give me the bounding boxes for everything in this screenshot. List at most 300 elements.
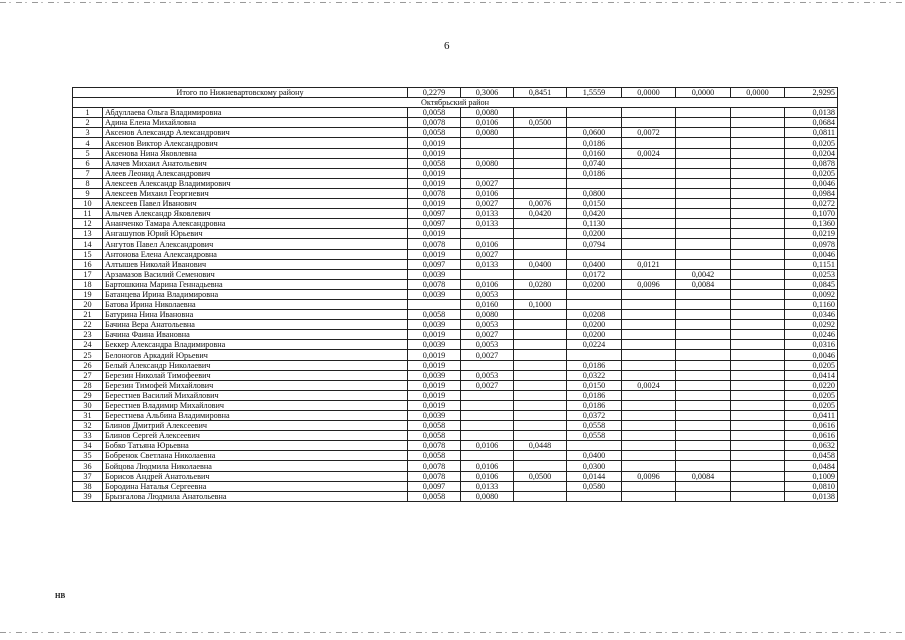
share-value: 0,0133 <box>461 481 514 491</box>
share-value <box>514 451 567 461</box>
person-name: Бойцова Людмила Николаевна <box>103 461 408 471</box>
share-value: 0,0106 <box>461 461 514 471</box>
share-value <box>731 400 785 410</box>
share-value: 0,0019 <box>408 360 461 370</box>
share-value: 0,0080 <box>461 108 514 118</box>
share-value: 0,0027 <box>461 380 514 390</box>
share-value <box>731 249 785 259</box>
share-value <box>731 239 785 249</box>
share-value <box>567 289 622 299</box>
share-value: 0,0740 <box>567 158 622 168</box>
share-value <box>514 421 567 431</box>
share-value: 0,0558 <box>567 421 622 431</box>
share-value <box>514 310 567 320</box>
share-value <box>567 178 622 188</box>
share-value <box>731 168 785 178</box>
share-value: 0,0580 <box>567 481 622 491</box>
table-row <box>73 118 838 128</box>
share-value <box>514 390 567 400</box>
row-number: 11 <box>73 209 103 219</box>
share-value: 0,0019 <box>408 249 461 259</box>
row-total: 0,0984 <box>785 188 838 198</box>
row-number: 3 <box>73 128 103 138</box>
share-value <box>622 269 676 279</box>
share-value: 0,0106 <box>461 188 514 198</box>
share-value <box>731 380 785 390</box>
share-value <box>731 138 785 148</box>
share-value: 0,0078 <box>408 441 461 451</box>
row-total: 0,0810 <box>785 481 838 491</box>
person-name: Арзамазов Василий Семенович <box>103 269 408 279</box>
person-name: Ангашупов Юрий Юрьевич <box>103 229 408 239</box>
share-value <box>676 188 731 198</box>
share-value <box>676 350 731 360</box>
share-value: 0,0076 <box>514 199 567 209</box>
person-name: Аксенов Александр Александрович <box>103 128 408 138</box>
share-value <box>622 400 676 410</box>
share-value: 0,0078 <box>408 461 461 471</box>
share-value <box>514 370 567 380</box>
row-number: 1 <box>73 108 103 118</box>
share-value <box>461 390 514 400</box>
share-value <box>676 421 731 431</box>
row-total: 0,0205 <box>785 168 838 178</box>
share-value: 0,0500 <box>514 118 567 128</box>
row-total: 0,0292 <box>785 320 838 330</box>
person-name: Алексеев Александр Владимирович <box>103 178 408 188</box>
share-value <box>731 259 785 269</box>
share-value <box>514 289 567 299</box>
share-value <box>514 138 567 148</box>
share-value <box>461 421 514 431</box>
row-total: 0,0046 <box>785 350 838 360</box>
share-value <box>514 360 567 370</box>
share-value <box>622 289 676 299</box>
table-row <box>73 269 838 279</box>
table-row <box>73 431 838 441</box>
share-value <box>676 451 731 461</box>
share-value <box>514 491 567 501</box>
share-value <box>461 138 514 148</box>
share-value <box>676 209 731 219</box>
share-value <box>622 138 676 148</box>
share-value: 0,0024 <box>622 380 676 390</box>
share-value: 0,0058 <box>408 128 461 138</box>
share-value: 0,0039 <box>408 340 461 350</box>
share-value: 0,0096 <box>622 471 676 481</box>
share-value <box>731 491 785 501</box>
share-value <box>731 461 785 471</box>
row-total: 0,0205 <box>785 138 838 148</box>
share-value <box>676 360 731 370</box>
share-value <box>731 199 785 209</box>
share-value <box>731 310 785 320</box>
share-value <box>676 481 731 491</box>
person-name: Алачев Михаил Анатольевич <box>103 158 408 168</box>
share-value: 0,0053 <box>461 370 514 380</box>
share-value: 0,0150 <box>567 380 622 390</box>
share-value <box>514 350 567 360</box>
share-value: 0,0106 <box>461 279 514 289</box>
share-value: 0,0019 <box>408 199 461 209</box>
share-value: 0,0097 <box>408 481 461 491</box>
share-value <box>514 269 567 279</box>
share-value <box>514 431 567 441</box>
share-value: 0,0078 <box>408 118 461 128</box>
person-name: Борисов Андрей Анатольевич <box>103 471 408 481</box>
share-value <box>461 431 514 441</box>
share-value <box>676 370 731 380</box>
share-value: 0,0106 <box>461 118 514 128</box>
share-value: 0,1130 <box>567 219 622 229</box>
share-value: 0,0019 <box>408 168 461 178</box>
row-total: 0,0845 <box>785 279 838 289</box>
table-row <box>73 128 838 138</box>
row-number: 36 <box>73 461 103 471</box>
share-value: 0,0372 <box>567 411 622 421</box>
person-name: Бородина Наталья Сергеевна <box>103 481 408 491</box>
share-value <box>731 289 785 299</box>
share-value <box>622 411 676 421</box>
share-value: 0,0039 <box>408 289 461 299</box>
table-row <box>73 178 838 188</box>
table-row <box>73 360 838 370</box>
share-value: 0,0200 <box>567 320 622 330</box>
summary-value: 0,0000 <box>731 88 785 98</box>
share-value: 0,0186 <box>567 138 622 148</box>
person-name: Батурина Нина Ивановна <box>103 310 408 320</box>
person-name: Алычев Александр Яковлевич <box>103 209 408 219</box>
share-value <box>676 178 731 188</box>
share-value <box>514 330 567 340</box>
share-value: 0,0019 <box>408 148 461 158</box>
row-number: 20 <box>73 299 103 309</box>
share-value <box>461 400 514 410</box>
person-name: Антонова Елена Александровна <box>103 249 408 259</box>
share-value: 0,0420 <box>567 209 622 219</box>
share-value <box>514 168 567 178</box>
share-value <box>676 158 731 168</box>
share-value: 0,0500 <box>514 471 567 481</box>
share-value <box>731 229 785 239</box>
share-value: 0,0039 <box>408 411 461 421</box>
row-total: 0,0204 <box>785 148 838 158</box>
share-value <box>676 431 731 441</box>
share-value <box>622 219 676 229</box>
share-value <box>731 431 785 441</box>
share-value <box>676 441 731 451</box>
share-value <box>676 229 731 239</box>
share-value <box>731 299 785 309</box>
share-value <box>622 421 676 431</box>
row-number: 33 <box>73 431 103 441</box>
row-total: 0,0978 <box>785 239 838 249</box>
person-name: Бобко Татьяна Юрьевна <box>103 441 408 451</box>
row-total: 0,1009 <box>785 471 838 481</box>
row-total: 0,0205 <box>785 360 838 370</box>
share-value <box>514 400 567 410</box>
share-value: 0,0024 <box>622 148 676 158</box>
share-value <box>622 461 676 471</box>
share-value: 0,0448 <box>514 441 567 451</box>
row-total: 0,0246 <box>785 330 838 340</box>
person-name: Батова Ирина Николаевна <box>103 299 408 309</box>
share-value: 0,0400 <box>567 451 622 461</box>
share-value <box>676 128 731 138</box>
share-value <box>676 320 731 330</box>
row-total: 0,0414 <box>785 370 838 380</box>
share-value: 0,0058 <box>408 431 461 441</box>
share-value <box>461 360 514 370</box>
table-row <box>73 400 838 410</box>
share-value <box>622 491 676 501</box>
share-value <box>461 229 514 239</box>
share-value: 0,0042 <box>676 269 731 279</box>
share-value <box>622 168 676 178</box>
row-total: 0,0138 <box>785 491 838 501</box>
row-number: 16 <box>73 259 103 269</box>
row-number: 5 <box>73 148 103 158</box>
share-value: 0,0027 <box>461 199 514 209</box>
person-name: Ананченко Тамара Александровна <box>103 219 408 229</box>
row-number: 22 <box>73 320 103 330</box>
share-value: 0,0106 <box>461 239 514 249</box>
table-row <box>73 108 838 118</box>
share-value <box>676 108 731 118</box>
row-total: 0,0616 <box>785 431 838 441</box>
share-value: 0,0080 <box>461 310 514 320</box>
share-value <box>622 320 676 330</box>
share-value <box>567 249 622 259</box>
share-value <box>731 340 785 350</box>
share-value: 0,0160 <box>461 299 514 309</box>
share-value <box>731 350 785 360</box>
share-value <box>731 330 785 340</box>
table-row <box>73 411 838 421</box>
row-number: 38 <box>73 481 103 491</box>
share-value <box>622 209 676 219</box>
person-name: Батанцева Ирина Владимировна <box>103 289 408 299</box>
share-value <box>622 310 676 320</box>
row-total: 0,0811 <box>785 128 838 138</box>
share-value: 0,0019 <box>408 330 461 340</box>
table-row <box>73 148 838 158</box>
row-number: 4 <box>73 138 103 148</box>
share-value: 0,0172 <box>567 269 622 279</box>
person-name: Ангутов Павел Александрович <box>103 239 408 249</box>
row-total: 0,0411 <box>785 411 838 421</box>
share-value: 0,0019 <box>408 380 461 390</box>
share-value: 0,0133 <box>461 219 514 229</box>
share-value: 0,0078 <box>408 239 461 249</box>
share-value <box>676 259 731 269</box>
person-name: Беккер Александра Владимировна <box>103 340 408 350</box>
row-total: 0,0205 <box>785 400 838 410</box>
share-value <box>567 118 622 128</box>
share-value: 0,0420 <box>514 209 567 219</box>
person-name: Белоногов Аркадий Юрьевич <box>103 350 408 360</box>
row-number: 25 <box>73 350 103 360</box>
share-value: 0,0027 <box>461 330 514 340</box>
share-value: 0,0600 <box>567 128 622 138</box>
row-total: 0,0272 <box>785 199 838 209</box>
table-row <box>73 239 838 249</box>
share-value: 0,0019 <box>408 390 461 400</box>
row-total: 0,0205 <box>785 390 838 400</box>
table-row <box>73 199 838 209</box>
share-value <box>514 249 567 259</box>
share-value: 0,0019 <box>408 350 461 360</box>
share-value <box>676 289 731 299</box>
share-value <box>676 330 731 340</box>
share-value: 0,1000 <box>514 299 567 309</box>
summary-value: 0,0000 <box>676 88 731 98</box>
row-total: 0,1070 <box>785 209 838 219</box>
share-value <box>676 168 731 178</box>
share-value: 0,0084 <box>676 471 731 481</box>
share-value: 0,0058 <box>408 451 461 461</box>
table-row <box>73 491 838 501</box>
share-value <box>567 350 622 360</box>
share-value: 0,0097 <box>408 209 461 219</box>
share-value <box>461 411 514 421</box>
share-value <box>731 178 785 188</box>
row-number: 27 <box>73 370 103 380</box>
share-value <box>622 158 676 168</box>
share-value: 0,0160 <box>567 148 622 158</box>
share-value: 0,0186 <box>567 168 622 178</box>
share-value: 0,0106 <box>461 441 514 451</box>
share-value: 0,0558 <box>567 431 622 441</box>
share-value <box>514 178 567 188</box>
row-total: 0,0046 <box>785 178 838 188</box>
share-value: 0,0186 <box>567 400 622 410</box>
table-row <box>73 279 838 289</box>
person-name: Аксенов Виктор Александрович <box>103 138 408 148</box>
table-row <box>73 370 838 380</box>
share-value: 0,0800 <box>567 188 622 198</box>
table-row <box>73 380 838 390</box>
summary-value: 1,5559 <box>567 88 622 98</box>
share-value <box>622 441 676 451</box>
summary-value: 0,8451 <box>514 88 567 98</box>
share-value: 0,0200 <box>567 279 622 289</box>
share-value: 0,0027 <box>461 350 514 360</box>
share-value: 0,0039 <box>408 370 461 380</box>
row-total: 0,0138 <box>785 108 838 118</box>
row-number: 7 <box>73 168 103 178</box>
share-value: 0,0106 <box>461 471 514 481</box>
row-total: 0,1151 <box>785 259 838 269</box>
share-value <box>676 239 731 249</box>
row-number: 9 <box>73 188 103 198</box>
share-value <box>676 390 731 400</box>
table-row <box>73 158 838 168</box>
person-name: Блинов Дмитрий Алексеевич <box>103 421 408 431</box>
share-value <box>567 441 622 451</box>
share-value <box>731 279 785 289</box>
row-number: 31 <box>73 411 103 421</box>
share-value: 0,0186 <box>567 360 622 370</box>
share-value <box>731 411 785 421</box>
share-value: 0,0058 <box>408 421 461 431</box>
row-total: 0,1360 <box>785 219 838 229</box>
summary-label: Итого по Нижневартовскому району <box>73 88 408 98</box>
share-value <box>676 310 731 320</box>
share-value <box>567 299 622 309</box>
row-number: 2 <box>73 118 103 128</box>
share-value <box>731 390 785 400</box>
share-value: 0,0133 <box>461 259 514 269</box>
table-row <box>73 249 838 259</box>
share-value <box>731 148 785 158</box>
share-value <box>622 350 676 360</box>
share-value: 0,0019 <box>408 138 461 148</box>
person-name: Белый Александр Николаевич <box>103 360 408 370</box>
share-value <box>622 188 676 198</box>
scan-bottom-edge <box>0 632 905 633</box>
share-value <box>676 118 731 128</box>
share-value: 0,0084 <box>676 279 731 289</box>
table-row <box>73 209 838 219</box>
table-row <box>73 259 838 269</box>
share-value: 0,0200 <box>567 229 622 239</box>
share-value <box>676 249 731 259</box>
table-row <box>73 350 838 360</box>
share-value <box>514 229 567 239</box>
share-value <box>514 128 567 138</box>
share-value <box>676 400 731 410</box>
share-value <box>731 360 785 370</box>
share-value: 0,0400 <box>514 259 567 269</box>
row-total: 0,0346 <box>785 310 838 320</box>
share-value: 0,0027 <box>461 249 514 259</box>
share-value <box>676 138 731 148</box>
share-value <box>676 491 731 501</box>
summary-value: 0,2279 <box>408 88 461 98</box>
page-number: 6 <box>444 40 450 52</box>
row-total: 0,0632 <box>785 441 838 451</box>
person-name: Алексеев Михаил Георгиевич <box>103 188 408 198</box>
share-value: 0,0039 <box>408 269 461 279</box>
share-value <box>622 229 676 239</box>
share-value <box>731 188 785 198</box>
summary-total: 2,9295 <box>785 88 838 98</box>
share-value: 0,0400 <box>567 259 622 269</box>
table-row <box>73 320 838 330</box>
table-row <box>73 481 838 491</box>
share-value: 0,0053 <box>461 340 514 350</box>
share-value: 0,0096 <box>622 279 676 289</box>
share-value: 0,0058 <box>408 158 461 168</box>
share-value <box>731 441 785 451</box>
person-name: Блинов Сергей Алексеевич <box>103 431 408 441</box>
table-row <box>73 451 838 461</box>
share-value <box>514 219 567 229</box>
share-value <box>731 219 785 229</box>
row-total: 0,1160 <box>785 299 838 309</box>
share-value <box>622 239 676 249</box>
row-number: 39 <box>73 491 103 501</box>
row-total: 0,0878 <box>785 158 838 168</box>
share-value: 0,0058 <box>408 310 461 320</box>
share-value <box>567 491 622 501</box>
row-number: 17 <box>73 269 103 279</box>
share-value: 0,0080 <box>461 128 514 138</box>
share-value <box>622 108 676 118</box>
row-number: 37 <box>73 471 103 481</box>
share-value: 0,0053 <box>461 320 514 330</box>
